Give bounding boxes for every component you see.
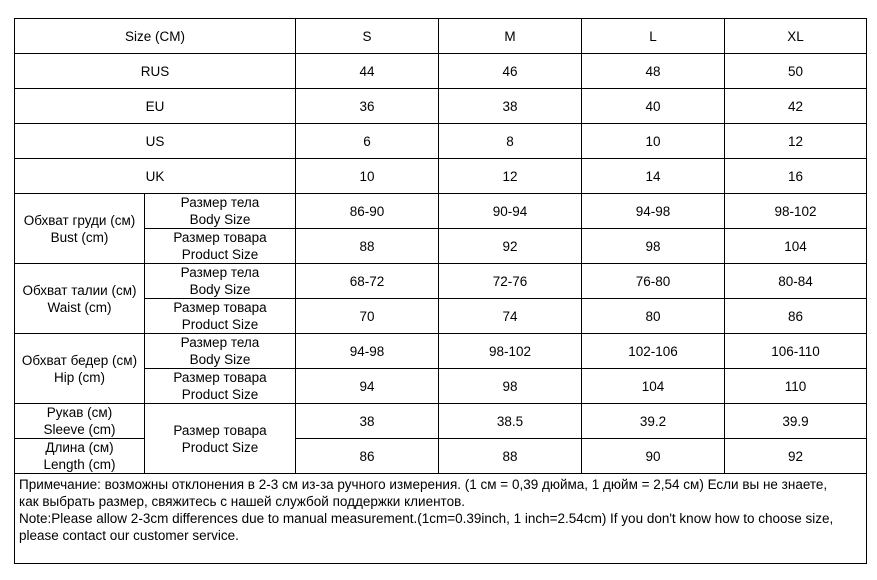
length-label-en: Length (cm) — [43, 457, 116, 472]
value-cell: 102-106 — [582, 334, 725, 369]
body-size-ru: Размер тела — [180, 335, 260, 350]
value-cell: 86 — [296, 439, 439, 474]
body-size-en: Body Size — [189, 282, 251, 297]
value-cell: 70 — [296, 299, 439, 334]
value-cell: 98-102 — [439, 334, 582, 369]
product-size-label — [145, 369, 296, 404]
size-xl-header: XL — [725, 19, 867, 54]
value-cell: 38 — [439, 89, 582, 124]
sleeve-label — [15, 404, 145, 439]
waist-body-row — [15, 264, 867, 299]
sleeve-row — [15, 404, 867, 439]
body-size-ru: Размер тела — [180, 265, 260, 280]
length-label — [15, 439, 145, 474]
value-cell: 74 — [439, 299, 582, 334]
hip-label — [15, 334, 145, 404]
value-cell: 76-80 — [582, 264, 725, 299]
value-cell: 6 — [296, 124, 439, 159]
value-cell: 8 — [439, 124, 582, 159]
uk-row — [15, 159, 867, 194]
row-label: US — [15, 124, 296, 159]
value-cell: 39.9 — [725, 404, 867, 439]
value-cell: 68-72 — [296, 264, 439, 299]
product-size-ru: Размер товара — [173, 370, 267, 385]
value-cell: 104 — [582, 369, 725, 404]
hip-label-ru: Обхват бедер (см) — [21, 352, 138, 368]
product-size-label — [145, 299, 296, 334]
value-cell: 110 — [725, 369, 867, 404]
value-cell: 88 — [296, 229, 439, 264]
length-row — [15, 439, 867, 474]
product-size-label — [145, 404, 296, 474]
hip-body-row — [15, 334, 867, 369]
value-cell: 14 — [582, 159, 725, 194]
body-size-ru: Размер тела — [180, 195, 260, 210]
value-cell: 98 — [439, 369, 582, 404]
waist-label — [15, 264, 145, 334]
size-l-header: L — [582, 19, 725, 54]
value-cell: 39.2 — [582, 404, 725, 439]
sleeve-label-en: Sleeve (cm) — [43, 422, 116, 437]
product-size-ru: Размер товара — [173, 300, 267, 315]
body-size-en: Body Size — [189, 352, 251, 367]
value-cell: 72-76 — [439, 264, 582, 299]
note-ru-line-2: как выбрать размер, свяжитесь с нашей службой поддержки клиентов. — [19, 494, 466, 509]
value-cell: 38.5 — [439, 404, 582, 439]
size-m-header: M — [439, 19, 582, 54]
header-row — [15, 19, 867, 54]
size-cm-header: Size (CM) — [15, 19, 296, 54]
value-cell: 10 — [582, 124, 725, 159]
waist-label-ru: Обхват талии (см) — [22, 282, 137, 298]
product-size-ru: Размер товара — [173, 422, 267, 438]
bust-label-ru: Обхват груди (см) — [23, 212, 136, 228]
value-cell: 92 — [725, 439, 867, 474]
row-label: EU — [15, 89, 296, 124]
value-cell: 38 — [296, 404, 439, 439]
value-cell: 98-102 — [725, 194, 867, 229]
hip-label-en: Hip (cm) — [54, 369, 105, 385]
row-label: RUS — [15, 54, 296, 89]
length-label-ru: Длина (см) — [45, 440, 114, 455]
value-cell: 80 — [582, 299, 725, 334]
value-cell: 44 — [296, 54, 439, 89]
product-size-en: Product Size — [181, 439, 259, 455]
value-cell: 40 — [582, 89, 725, 124]
value-cell: 48 — [582, 54, 725, 89]
bust-label-en: Bust (cm) — [50, 229, 109, 245]
value-cell: 36 — [296, 89, 439, 124]
value-cell: 12 — [725, 124, 867, 159]
body-size-label — [145, 194, 296, 229]
value-cell: 46 — [439, 54, 582, 89]
bust-body-row — [15, 194, 867, 229]
product-size-label — [145, 229, 296, 264]
note-en-line-1: Note:Please allow 2-3cm differences due to manual measurement.(1cm=0.39inch, 1 inch=2.54cm) If you don't know how to choose size, — [19, 511, 834, 526]
value-cell: 86-90 — [296, 194, 439, 229]
value-cell: 42 — [725, 89, 867, 124]
value-cell: 50 — [725, 54, 867, 89]
value-cell: 86 — [725, 299, 867, 334]
value-cell: 104 — [725, 229, 867, 264]
value-cell: 92 — [439, 229, 582, 264]
size-chart-table — [14, 18, 867, 564]
value-cell: 106-110 — [725, 334, 867, 369]
note-cell — [15, 474, 867, 564]
rus-row — [15, 54, 867, 89]
note-ru-line-1: Примечание: возможны отклонения в 2-3 см из-за ручного измерения. (1 см = 0,39 дюйма, 1 дюйм = 2,54 см) Если вы не знаете, — [19, 477, 828, 492]
value-cell: 94 — [296, 369, 439, 404]
product-size-en: Product Size — [181, 247, 259, 262]
value-cell: 94-98 — [582, 194, 725, 229]
value-cell: 90 — [582, 439, 725, 474]
value-cell: 80-84 — [725, 264, 867, 299]
size-s-header: S — [296, 19, 439, 54]
value-cell: 10 — [296, 159, 439, 194]
value-cell: 94-98 — [296, 334, 439, 369]
value-cell: 16 — [725, 159, 867, 194]
body-size-label — [145, 334, 296, 369]
note-en-line-2: please contact our customer service. — [19, 528, 239, 543]
row-label: UK — [15, 159, 296, 194]
product-size-en: Product Size — [181, 387, 259, 402]
value-cell: 88 — [439, 439, 582, 474]
value-cell: 98 — [582, 229, 725, 264]
sleeve-label-ru: Рукав (см) — [46, 405, 113, 420]
body-size-en: Body Size — [189, 212, 251, 227]
product-size-en: Product Size — [181, 317, 259, 332]
eu-row — [15, 89, 867, 124]
value-cell: 90-94 — [439, 194, 582, 229]
product-size-ru: Размер товара — [173, 230, 267, 245]
waist-label-en: Waist (cm) — [47, 299, 112, 315]
us-row — [15, 124, 867, 159]
note-row — [15, 474, 867, 564]
bust-label — [15, 194, 145, 264]
body-size-label — [145, 264, 296, 299]
value-cell: 12 — [439, 159, 582, 194]
